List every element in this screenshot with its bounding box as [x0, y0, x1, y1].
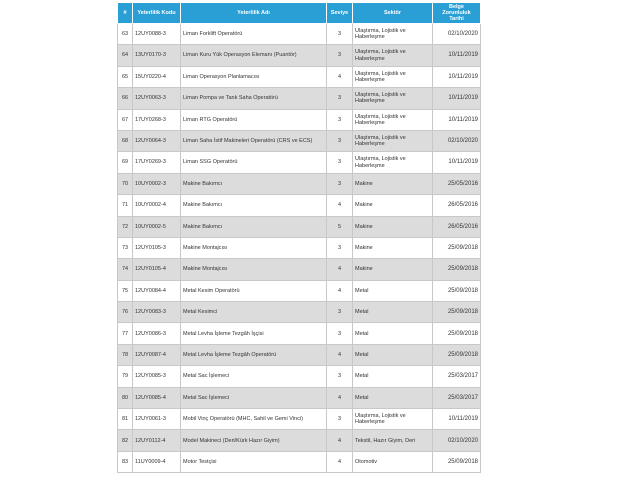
cell-no: 69 [118, 152, 133, 173]
cell-date: 25/03/2017 [433, 387, 481, 408]
header-code: Yeterlilik Kodu [133, 3, 181, 24]
cell-name: Motor Testçisi [181, 451, 327, 472]
cell-name: Makine Bakımcı [181, 195, 327, 216]
cell-date: 10/11/2019 [433, 152, 481, 173]
cell-name: Liman Saha İstif Makineleri Operatörü (CRS ve ECS) [181, 130, 327, 151]
cell-date: 25/09/2018 [433, 323, 481, 344]
cell-no: 75 [118, 280, 133, 301]
cell-code: 17UY0269-3 [133, 152, 181, 173]
cell-name: Metal Kesim Operatörü [181, 280, 327, 301]
cell-code: 12UY0083-3 [133, 302, 181, 323]
table-row [118, 366, 481, 387]
cell-no: 76 [118, 302, 133, 323]
cell-sector: Ulaştırma, Lojistik ve Haberleşme [353, 24, 433, 45]
cell-level: 4 [327, 280, 353, 301]
cell-date: 10/11/2019 [433, 88, 481, 109]
cell-code: 12UY0087-4 [133, 344, 181, 365]
cell-code: 15UY0220-4 [133, 66, 181, 87]
cell-level: 3 [327, 109, 353, 130]
cell-name: Mobil Vinç Operatörü (MHC, Sahil ve Gemi Vinci) [181, 409, 327, 430]
header-name: Yeterlilik Adı [181, 3, 327, 24]
cell-level: 4 [327, 66, 353, 87]
cell-code: 12UY0064-3 [133, 130, 181, 151]
qualification-table [117, 2, 481, 473]
cell-name: Liman Operasyon Planlamacısı [181, 66, 327, 87]
cell-level: 3 [327, 237, 353, 258]
cell-level: 3 [327, 24, 353, 45]
cell-date: 25/09/2018 [433, 344, 481, 365]
cell-date: 25/09/2018 [433, 280, 481, 301]
cell-date: 10/11/2019 [433, 45, 481, 66]
cell-date: 10/11/2019 [433, 66, 481, 87]
cell-code: 17UY0268-3 [133, 109, 181, 130]
cell-code: 10UY0002-3 [133, 173, 181, 194]
cell-no: 71 [118, 195, 133, 216]
cell-no: 63 [118, 24, 133, 45]
cell-no: 74 [118, 259, 133, 280]
cell-level: 4 [327, 451, 353, 472]
cell-level: 4 [327, 430, 353, 451]
header-sector: Sektör [353, 3, 433, 24]
table-row [118, 387, 481, 408]
cell-code: 12UY0112-4 [133, 430, 181, 451]
cell-sector: Ulaştırma, Lojistik ve Haberleşme [353, 109, 433, 130]
cell-level: 5 [327, 216, 353, 237]
cell-no: 64 [118, 45, 133, 66]
cell-level: 3 [327, 88, 353, 109]
cell-sector: Metal [353, 302, 433, 323]
table-row [118, 451, 481, 472]
table-row [118, 302, 481, 323]
cell-date: 25/05/2016 [433, 173, 481, 194]
cell-no: 81 [118, 409, 133, 430]
cell-date: 10/11/2019 [433, 409, 481, 430]
cell-level: 3 [327, 45, 353, 66]
cell-name: Makine Montajcısı [181, 237, 327, 258]
cell-date: 25/09/2018 [433, 259, 481, 280]
cell-code: 10UY0002-5 [133, 216, 181, 237]
cell-sector: Metal [353, 366, 433, 387]
table-row [118, 24, 481, 45]
table-row [118, 237, 481, 258]
cell-name: Liman Pompa ve Tank Saha Operatörü [181, 88, 327, 109]
cell-date: 10/11/2019 [433, 109, 481, 130]
cell-no: 79 [118, 366, 133, 387]
table-row [118, 66, 481, 87]
cell-date: 25/09/2018 [433, 237, 481, 258]
cell-sector: Makine [353, 237, 433, 258]
cell-no: 66 [118, 88, 133, 109]
cell-sector: Ulaştırma, Lojistik ve Haberleşme [353, 152, 433, 173]
table-row [118, 409, 481, 430]
cell-level: 4 [327, 259, 353, 280]
cell-sector: Ulaştırma, Lojistik ve Haberleşme [353, 130, 433, 151]
cell-no: 70 [118, 173, 133, 194]
cell-code: 11UY0009-4 [133, 451, 181, 472]
header-date: Belge Zorunluluk Tarihi [433, 3, 481, 24]
table-row [118, 216, 481, 237]
cell-code: 12UY0085-3 [133, 366, 181, 387]
cell-no: 73 [118, 237, 133, 258]
cell-date: 25/03/2017 [433, 366, 481, 387]
cell-sector: Tekstil, Hazır Giyim, Deri [353, 430, 433, 451]
cell-level: 3 [327, 323, 353, 344]
table-body [118, 24, 481, 473]
cell-code: 13UY0170-3 [133, 45, 181, 66]
table-row [118, 430, 481, 451]
cell-name: Metal Sac İşlemeci [181, 387, 327, 408]
cell-no: 72 [118, 216, 133, 237]
cell-name: Makine Montajcısı [181, 259, 327, 280]
cell-name: Metal Levha İşleme Tezgâh İşçisi [181, 323, 327, 344]
cell-level: 3 [327, 152, 353, 173]
cell-code: 12UY0085-4 [133, 387, 181, 408]
qualification-table-wrapper [117, 2, 480, 473]
cell-code: 12UY0086-3 [133, 323, 181, 344]
cell-name: Liman Kuru Yük Operasyon Elemanı (Puantör) [181, 45, 327, 66]
header-level: Seviye [327, 3, 353, 24]
cell-level: 4 [327, 195, 353, 216]
cell-sector: Metal [353, 323, 433, 344]
cell-code: 10UY0002-4 [133, 195, 181, 216]
cell-sector: Metal [353, 280, 433, 301]
cell-no: 82 [118, 430, 133, 451]
cell-sector: Makine [353, 173, 433, 194]
cell-date: 25/09/2018 [433, 302, 481, 323]
cell-level: 3 [327, 130, 353, 151]
cell-name: Metal Kesimci [181, 302, 327, 323]
table-row [118, 195, 481, 216]
cell-no: 67 [118, 109, 133, 130]
table-header-row [118, 3, 481, 24]
cell-sector: Ulaştırma, Lojistik ve Haberleşme [353, 66, 433, 87]
cell-level: 4 [327, 387, 353, 408]
table-row [118, 130, 481, 151]
cell-code: 12UY0088-3 [133, 24, 181, 45]
cell-name: Makine Bakımcı [181, 216, 327, 237]
cell-sector: Makine [353, 195, 433, 216]
cell-sector: Ulaştırma, Lojistik ve Haberleşme [353, 88, 433, 109]
cell-code: 12UY0105-4 [133, 259, 181, 280]
cell-sector: Makine [353, 216, 433, 237]
cell-code: 12UY0105-3 [133, 237, 181, 258]
cell-no: 77 [118, 323, 133, 344]
cell-code: 12UY0063-3 [133, 88, 181, 109]
cell-level: 3 [327, 409, 353, 430]
table-row [118, 259, 481, 280]
cell-no: 68 [118, 130, 133, 151]
cell-date: 02/10/2020 [433, 24, 481, 45]
cell-no: 65 [118, 66, 133, 87]
cell-level: 3 [327, 302, 353, 323]
table-row [118, 280, 481, 301]
cell-date: 02/10/2020 [433, 130, 481, 151]
cell-name: Liman RTG Operatörü [181, 109, 327, 130]
cell-sector: Ulaştırma, Lojistik ve Haberleşme [353, 409, 433, 430]
cell-name: Model Makineci (Deri/Kürk Hazır Giyim) [181, 430, 327, 451]
cell-code: 12UY0084-4 [133, 280, 181, 301]
cell-name: Liman SSG Operatörü [181, 152, 327, 173]
cell-code: 12UY0061-3 [133, 409, 181, 430]
cell-date: 25/09/2018 [433, 451, 481, 472]
header-no: # [118, 3, 133, 24]
table-row [118, 344, 481, 365]
table-row [118, 88, 481, 109]
cell-no: 83 [118, 451, 133, 472]
cell-sector: Otomotiv [353, 451, 433, 472]
cell-name: Metal Levha İşleme Tezgâh Operatörü [181, 344, 327, 365]
cell-sector: Makine [353, 259, 433, 280]
cell-level: 3 [327, 366, 353, 387]
cell-sector: Metal [353, 344, 433, 365]
cell-level: 3 [327, 173, 353, 194]
cell-name: Liman Forklift Operatörü [181, 24, 327, 45]
cell-name: Metal Sac İşlemeci [181, 366, 327, 387]
cell-sector: Metal [353, 387, 433, 408]
cell-sector: Ulaştırma, Lojistik ve Haberleşme [353, 45, 433, 66]
table-row [118, 45, 481, 66]
cell-level: 4 [327, 344, 353, 365]
cell-date: 02/10/2020 [433, 430, 481, 451]
cell-date: 26/05/2016 [433, 195, 481, 216]
cell-date: 26/05/2016 [433, 216, 481, 237]
table-row [118, 323, 481, 344]
cell-name: Makine Bakımcı [181, 173, 327, 194]
table-row [118, 109, 481, 130]
cell-no: 78 [118, 344, 133, 365]
table-row [118, 152, 481, 173]
cell-no: 80 [118, 387, 133, 408]
table-row [118, 173, 481, 194]
